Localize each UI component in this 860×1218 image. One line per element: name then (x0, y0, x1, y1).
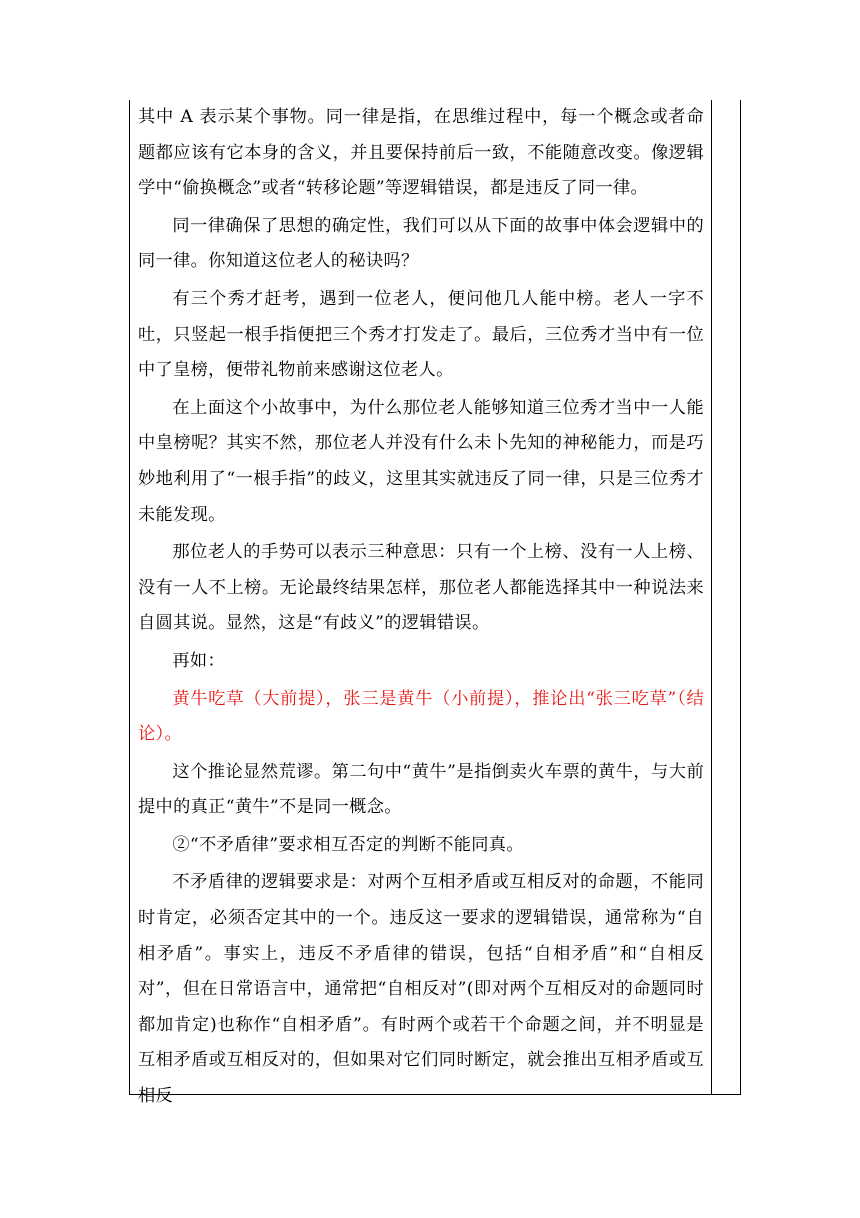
paragraph-gesture-meanings: 那位老人的手势可以表示三种意思：只有一个上榜、没有一人上榜、没有一人不上榜。无论最终结果怎样，那位老人都能选择其中一种说法来自圆其说。显然，这是“有歧义”的逻辑错误。 (138, 542, 704, 634)
paragraph-story-analysis: 在上面这个小故事中，为什么那位老人能够知道三位秀才当中一人能中皇榜呢？其实不然，那位老人并没有什么未卜先知的神秘能力，而是巧妙地利用了“一根手指”的歧义，这里其实就违反了同一律，只是三位秀才未能发现。 (138, 397, 704, 525)
content-cell (138, 100, 704, 1117)
paragraph-syllogism-example: 黄牛吃草（大前提），张三是黄牛（小前提），推论出“张三吃草”（结论）。 (138, 688, 704, 745)
paragraph-non-contradiction-explanation: 不矛盾律的逻辑要求是：对两个互相矛盾或互相反对的命题，不能同时肯定，必须否定其中的一个。违反这一要求的逻辑错误，通常称为“自相矛盾”。事实上，违反不矛盾律的错误，包括“自相矛盾”和“自相反对”，但在日常语言中，通常把“自相反对”(即对两个互相反对的命题同时都加肯定)也称作“自相矛盾”。有时两个或若干个命题之间，并不明显是互相矛盾或互相反对的，但如果对它们同时断定，就会推出互相矛盾或互相反 (138, 872, 704, 1107)
paragraph-identity-law-definition: 其中 A 表示某个事物。同一律是指，在思维过程中，每一个概念或者命题都应该有它本身的含义，并且要保持前后一致，不能随意改变。像逻辑学中“偷换概念”或者“转移论题”等逻辑错误，都是违反了同一律。 (138, 107, 704, 199)
paragraph-another-example: 再如： (172, 650, 226, 671)
paragraph-identity-law-intro: 同一律确保了思想的确定性，我们可以从下面的故事中体会逻辑中的同一律。你知道这位老人的秘诀吗？ (138, 215, 704, 272)
paragraph-non-contradiction-heading: ②“不矛盾律”要求相互否定的判断不能同真。 (172, 834, 524, 855)
document-table (129, 100, 741, 1107)
paragraph-syllogism-explanation: 这个推论显然荒谬。第二句中“黄牛”是指倒卖火车票的黄牛，与大前提中的真正“黄牛”不是同一概念。 (138, 761, 704, 818)
paragraph-scholars-story: 有三个秀才赶考，遇到一位老人，便问他几人能中榜。老人一字不吐，只竖起一根手指便把三个秀才打发走了。最后，三位秀才当中有一位中了皇榜，便带礼物前来感谢这位老人。 (138, 288, 704, 381)
table-column-divider (711, 100, 712, 1094)
